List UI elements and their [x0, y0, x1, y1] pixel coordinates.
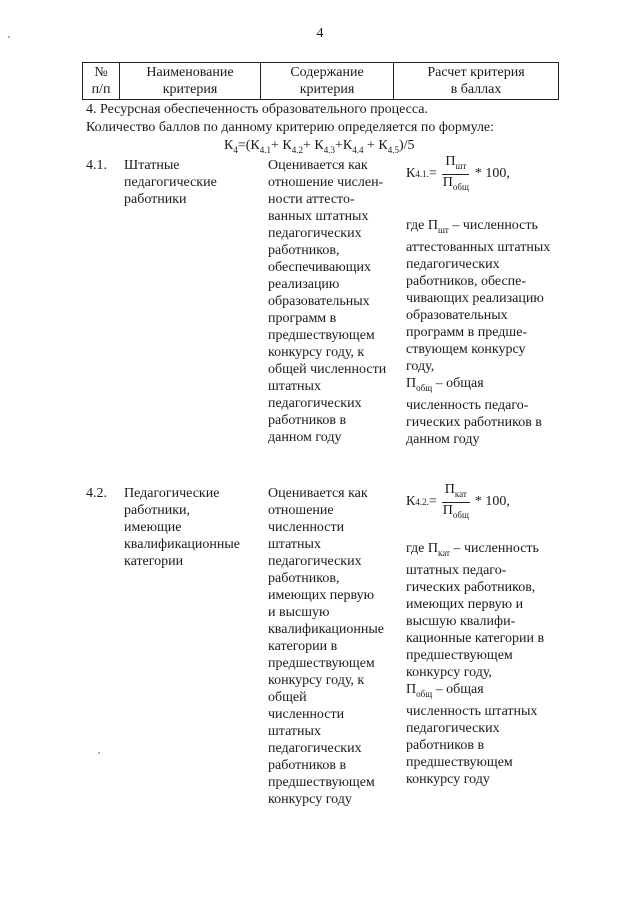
content-line: квалификационные	[268, 622, 384, 637]
formula-sub: 4.4	[352, 144, 364, 155]
header-num-line: №	[94, 65, 108, 80]
calc-text: предшествующем	[406, 754, 513, 770]
content-line: и высшую	[268, 605, 330, 620]
content-line: численности	[268, 520, 345, 535]
calc-line	[406, 358, 550, 375]
calc-sub: общ	[416, 688, 433, 699]
content-line: штатных	[268, 724, 321, 739]
content-line: педагогических	[268, 741, 362, 756]
calc-line	[406, 562, 544, 579]
scan-speck	[98, 752, 100, 754]
content-line: отношение числен-	[268, 175, 384, 190]
calc-line	[406, 630, 544, 647]
content-line: штатных	[268, 379, 321, 394]
name-line: педагогические	[124, 175, 217, 190]
calc-sub: шт	[438, 224, 449, 235]
calc-text: работников в	[406, 737, 485, 753]
calc-line	[406, 754, 544, 771]
formula-part: + К	[271, 138, 292, 153]
calc-text: данном году	[406, 431, 480, 447]
calc-text: работников, обеспе-	[406, 273, 527, 289]
calc-text: гических работников в	[406, 414, 542, 430]
content-line: ванных штатных	[268, 209, 369, 224]
formula-k: К	[406, 494, 416, 510]
header-name-line: Наименование	[146, 65, 234, 80]
calc-symbol: П	[406, 375, 417, 391]
item-4-2-content	[268, 485, 384, 808]
main-formula	[224, 137, 415, 159]
table-header	[82, 62, 559, 100]
formula-part: + К	[302, 138, 324, 153]
formula-k-sub: 4.2.	[415, 497, 429, 508]
content-line: педагогических	[268, 554, 362, 569]
formula-k-sub: 4.1.	[415, 169, 429, 180]
content-line: данном году	[268, 430, 342, 445]
item-4-2-calc	[406, 540, 544, 788]
content-line: общей	[268, 690, 307, 705]
calc-text: – численность	[448, 218, 538, 233]
calc-line	[406, 324, 550, 341]
content-line: имеющих первую	[268, 588, 375, 603]
calc-symbol: где П	[406, 541, 438, 556]
calc-line	[406, 664, 544, 681]
item-4-1-content	[268, 157, 386, 446]
item-4-2-number: 4.2.	[86, 486, 107, 501]
header-content-line: критерия	[299, 82, 355, 97]
formula-sub: 4.2	[291, 144, 303, 155]
calc-text: конкурсу году	[406, 771, 490, 787]
content-line: ности аттесто-	[268, 192, 355, 207]
calc-text: педагогических	[406, 256, 500, 272]
item-4-2-formula	[406, 482, 510, 523]
calc-line	[406, 414, 550, 431]
calc-line	[406, 681, 544, 703]
fraction-denominator	[440, 503, 472, 523]
fraction-denominator	[440, 175, 472, 195]
calc-text: аттестованных штатных	[406, 239, 551, 255]
calc-line	[406, 290, 550, 307]
formula-part: + К	[363, 138, 388, 153]
calc-line	[406, 771, 544, 788]
content-line: конкурсу году, к	[268, 345, 365, 360]
name-line: Штатные	[124, 158, 180, 173]
content-line: обеспечивающих	[268, 260, 371, 275]
denominator-sub: общ	[452, 509, 469, 520]
calc-text: – общая	[432, 375, 484, 391]
calc-text: предшествующем	[406, 647, 513, 663]
name-line: имеющие	[124, 520, 182, 535]
formula-tail: * 100,	[474, 166, 510, 182]
page-number: 4	[316, 26, 324, 41]
content-line: общей численности	[268, 362, 387, 377]
calc-text: кационные категории в	[406, 630, 545, 646]
content-line: предшествующем	[268, 328, 375, 343]
name-line: работники	[124, 192, 187, 207]
calc-text: – общая	[432, 681, 484, 697]
content-line: педагогических	[268, 226, 362, 241]
fraction	[440, 482, 472, 523]
name-line: категории	[124, 554, 184, 569]
content-line: работников в	[268, 413, 347, 428]
content-line: предшествующем	[268, 656, 375, 671]
item-4-1-calc	[406, 217, 550, 448]
header-num-line: п/п	[91, 82, 111, 97]
content-line: Оценивается как	[268, 158, 368, 173]
name-line: квалификационные	[124, 537, 240, 552]
formula-sub: 4	[233, 144, 238, 155]
formula-part: +К	[334, 138, 353, 153]
name-line: работники,	[124, 503, 191, 518]
calc-line	[406, 397, 550, 414]
intro-text: Количество баллов по данному критерию определяется по формуле:	[86, 120, 495, 135]
name-line: Педагогические	[124, 486, 220, 501]
calc-symbol: где П	[406, 218, 438, 233]
calc-text: штатных педаго-	[406, 562, 507, 578]
header-content-line: Содержание	[290, 65, 364, 80]
content-line: работников,	[268, 243, 340, 258]
content-line: предшествующем	[268, 775, 375, 790]
calc-line	[406, 307, 550, 324]
calc-line	[406, 256, 550, 273]
calc-text: году,	[406, 358, 435, 374]
calc-line	[406, 375, 550, 397]
content-line: численности	[268, 707, 345, 722]
header-content-cell	[261, 63, 394, 100]
content-line: отношение	[268, 503, 334, 518]
calc-text: образовательных	[406, 307, 508, 323]
scan-speck	[8, 36, 10, 38]
calc-line	[406, 239, 550, 256]
calc-text: численность педаго-	[406, 397, 529, 413]
content-line: Оценивается как	[268, 486, 368, 501]
denominator-symbol: П	[442, 502, 453, 518]
formula-part: )/5	[398, 138, 415, 153]
calc-text: – численность	[449, 541, 539, 556]
content-line: образовательных	[268, 294, 370, 309]
calc-sub: общ	[416, 382, 433, 393]
header-calc-line: Расчет критерия	[427, 65, 525, 80]
item-4-2-name	[124, 485, 240, 570]
fraction-numerator	[442, 482, 470, 503]
numerator-sub: шт	[455, 160, 467, 171]
formula-part: =(К	[237, 138, 260, 153]
content-line: педагогических	[268, 396, 362, 411]
calc-line	[406, 273, 550, 290]
formula-part: К	[224, 138, 234, 153]
calc-text: программ в предше-	[406, 324, 528, 340]
content-line: конкурсу году	[268, 792, 352, 807]
numerator-sub: кат	[454, 488, 467, 499]
denominator-sub: общ	[452, 181, 469, 192]
calc-line	[406, 647, 544, 664]
content-line: работников в	[268, 758, 347, 773]
formula-sub: 4.5	[387, 144, 399, 155]
calc-line	[406, 720, 544, 737]
header-calc-cell	[394, 63, 559, 100]
content-line: штатных	[268, 537, 321, 552]
header-name-cell	[120, 63, 261, 100]
numerator-symbol: П	[445, 154, 456, 169]
calc-line	[406, 596, 544, 613]
content-line: реализацию	[268, 277, 340, 292]
calc-line	[406, 613, 544, 630]
formula-k: К	[406, 166, 416, 182]
calc-sub: кат	[438, 547, 450, 558]
content-line: программ в	[268, 311, 337, 326]
formula-eq: =	[428, 166, 437, 182]
fraction-numerator	[442, 154, 469, 175]
calc-symbol: П	[406, 681, 417, 697]
fraction	[440, 154, 472, 195]
calc-line	[406, 217, 550, 239]
content-line: категории в	[268, 639, 338, 654]
header-name-line: критерия	[162, 82, 218, 97]
denominator-symbol: П	[442, 174, 453, 190]
calc-text: педагогических	[406, 720, 500, 736]
content-line: работников,	[268, 571, 340, 586]
formula-sub: 4.1	[259, 144, 271, 155]
item-4-1-number: 4.1.	[86, 158, 107, 173]
calc-text: конкурсу году,	[406, 664, 492, 680]
header-num-cell	[83, 63, 120, 100]
calc-text: чивающих реализацию	[406, 290, 544, 306]
calc-line	[406, 341, 550, 358]
section-title: 4. Ресурсная обеспеченность образовательного процесса.	[86, 102, 428, 117]
calc-line	[406, 703, 544, 720]
calc-line	[406, 737, 544, 754]
formula-tail: * 100,	[474, 494, 510, 510]
calc-text: высшую квалифи-	[406, 613, 516, 629]
formula-eq: =	[428, 494, 437, 510]
numerator-symbol: П	[444, 482, 455, 497]
item-4-1-name	[124, 157, 217, 208]
item-4-1-formula	[406, 154, 510, 195]
calc-text: имеющих первую и	[406, 596, 524, 612]
calc-text: гических работников,	[406, 579, 536, 595]
calc-line	[406, 431, 550, 448]
calc-text: численность штатных	[406, 703, 538, 719]
content-line: конкурсу году, к	[268, 673, 365, 688]
calc-text: ствующем конкурсу	[406, 341, 526, 357]
formula-sub: 4.3	[323, 144, 335, 155]
header-calc-line: в баллах	[450, 82, 502, 97]
calc-line	[406, 540, 544, 562]
calc-line	[406, 579, 544, 596]
